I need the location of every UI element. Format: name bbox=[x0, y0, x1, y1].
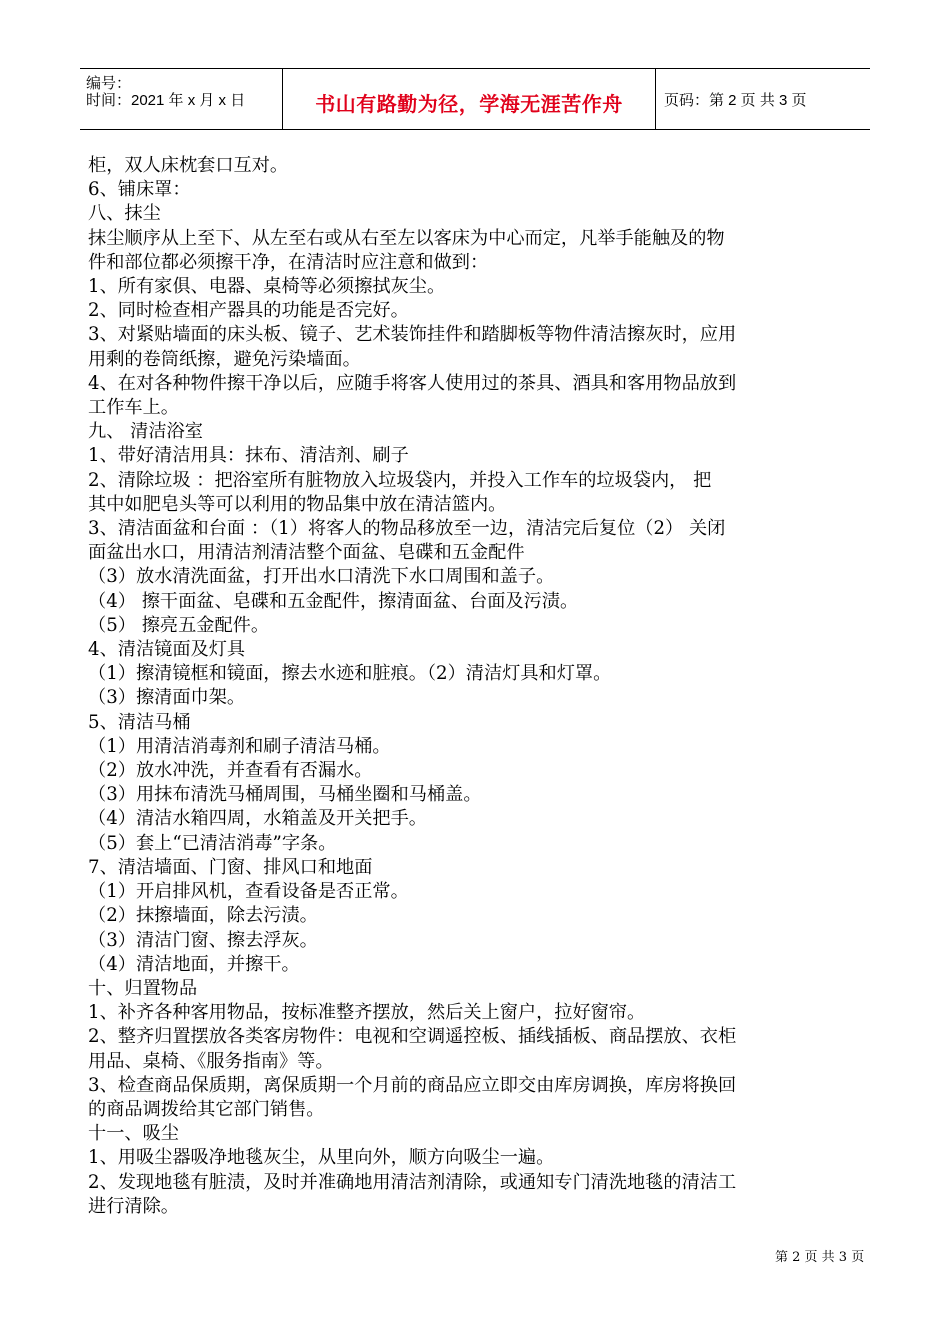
body-line: 进行清除。 bbox=[88, 1195, 179, 1217]
body-line: 2、发现地毯有脏渍，及时并准确地用清洁剂清除，或通知专门清洗地毯的清洁工 bbox=[88, 1171, 737, 1193]
body-line: 3、对紧贴墙面的床头板、镜子、艺术装饰挂件和踏脚板等物件清洁擦灰时，应用 bbox=[88, 324, 737, 346]
body-line: 5、清洁马桶 bbox=[88, 711, 191, 733]
body-line: 件和部位都必须擦干净，在清洁时应注意和做到： bbox=[88, 251, 489, 273]
body-line: 面盆出水口，用清洁剂清洁整个面盆、皂碟和五金配件 bbox=[88, 542, 525, 564]
body-line: （4）清洁水箱四周，水箱盖及开关把手。 bbox=[88, 808, 427, 830]
body-line: 八、抹尘 bbox=[88, 203, 161, 225]
body-line: （3）用抹布清洗马桶周围，马桶坐圈和马桶盖。 bbox=[88, 784, 482, 806]
body-line: （5）套上“已清洁消毒”字条。 bbox=[88, 832, 337, 854]
body-line: 用品、桌椅、《服务指南》等。 bbox=[88, 1050, 334, 1072]
body-line: 十、归置物品 bbox=[88, 977, 198, 999]
body-line: 4、清洁镜面及灯具 bbox=[88, 639, 246, 661]
document-body bbox=[88, 154, 868, 1219]
body-line: 柜，双人床枕套口互对。 bbox=[88, 155, 289, 176]
body-line: （1）开启排风机，查看设备是否正常。 bbox=[88, 881, 409, 903]
header-motto: 书山有路勤为径，学海无涯苦作舟 bbox=[315, 92, 623, 116]
body-line: 1、用吸尘器吸净地毯灰尘，从里向外，顺方向吸尘一遍。 bbox=[88, 1147, 555, 1169]
body-line: 九、 清洁浴室 bbox=[88, 421, 203, 443]
footer-page-number: 第 2 页 共 3 页 bbox=[775, 1250, 865, 1265]
body-line: 其中如肥皂头等可以利用的物品集中放在清洁篮内。 bbox=[88, 493, 507, 515]
body-line: 2、清除垃圾 ：把浴室所有脏物放入垃圾袋内，并投入工作车的垃圾袋内， 把 bbox=[88, 469, 712, 491]
body-line: （4）清洁地面，并擦干。 bbox=[88, 953, 300, 975]
document-number-label: 编号： bbox=[86, 75, 132, 92]
body-line: 2、整齐归置摆放各类客房物件：电视和空调遥控板、插线插板、商品摆放、衣柜 bbox=[88, 1026, 737, 1048]
header-motto-cell bbox=[283, 69, 656, 129]
body-line: （2）抹擦墙面，除去污渍。 bbox=[88, 905, 318, 927]
body-line: （5） 擦亮五金配件。 bbox=[88, 614, 270, 636]
header-meta-cell bbox=[80, 69, 283, 129]
body-line: 3、清洁面盆和台面 ：（1）将客人的物品移放至一边，清洁完后复位（2） 关闭 bbox=[88, 518, 726, 540]
body-line: （2）放水冲洗，并查看有否漏水。 bbox=[88, 760, 373, 782]
body-line: （4） 擦干面盆、皂碟和五金配件，擦清面盆、台面及污渍。 bbox=[88, 590, 579, 612]
body-line: （3）放水清洗面盆，打开出水口清洗下水口周围和盖子。 bbox=[88, 566, 555, 588]
body-line: （3）清洁门窗、擦去浮灰。 bbox=[88, 929, 318, 951]
body-line: 3、检查商品保质期，离保质期一个月前的商品应立即交由库房调换，库房将换回 bbox=[88, 1074, 737, 1096]
body-line: 工作车上。 bbox=[88, 397, 179, 419]
body-line: 1、补齐各种客用物品，按标准整齐摆放，然后关上窗户，拉好窗帘。 bbox=[88, 1002, 646, 1024]
body-line: （1）用清洁消毒剂和刷子清洁马桶。 bbox=[88, 735, 391, 757]
document-date-label: 时间：2021 年 x 月 x 日 bbox=[86, 92, 246, 109]
body-line: 抹尘顺序从上至下、从左至右或从右至左以客床为中心而定，凡举手能触及的物 bbox=[88, 227, 725, 249]
body-line: 1、带好清洁用具：抹布、清洁剂、刷子 bbox=[88, 445, 409, 467]
body-line: 十一、吸尘 bbox=[88, 1123, 179, 1145]
body-line: 1、所有家俱、电器、桌椅等必须擦拭灰尘。 bbox=[88, 276, 446, 298]
body-line: 7、清洁墙面、门窗、排风口和地面 bbox=[88, 856, 373, 878]
page-header bbox=[80, 68, 870, 130]
body-line: （1）擦清镜框和镜面，擦去水迹和脏痕。（2）清洁灯具和灯罩。 bbox=[88, 663, 612, 685]
body-line: 的商品调拨给其它部门销售。 bbox=[88, 1098, 325, 1120]
header-page-cell bbox=[656, 69, 870, 129]
body-line: 用剩的卷筒纸擦，避免污染墙面。 bbox=[88, 348, 361, 370]
body-line: 2、同时检查相产器具的功能是否完好。 bbox=[88, 300, 409, 322]
header-page-number: 页码：第 2 页 共 3 页 bbox=[664, 92, 807, 109]
body-line: （3）擦清面巾架。 bbox=[88, 687, 246, 709]
body-line: 4、在对各种物件擦干净以后，应随手将客人使用过的茶具、酒具和客用物品放到 bbox=[88, 372, 737, 394]
body-line: 6、铺床罩： bbox=[88, 179, 191, 201]
